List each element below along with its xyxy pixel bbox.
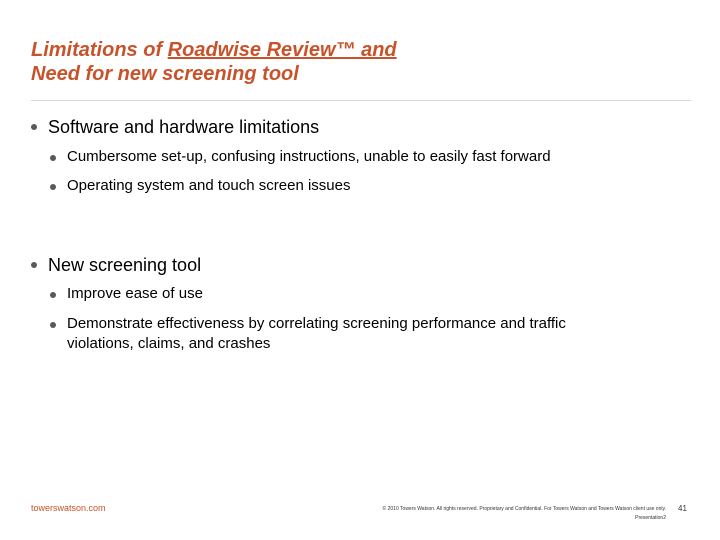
- title-line-2: Need for new screening tool: [31, 63, 299, 85]
- sub-bullet-1-1: Cumbersome set-up, confusing instructions, unable to easily fast forward: [67, 148, 551, 165]
- sub-bullet-dot-icon: [50, 292, 56, 298]
- title-line-1: [31, 38, 671, 62]
- bullet-item-2: New screening tool: [48, 255, 202, 275]
- title-underlined: Roadwise Review™ and: [167, 39, 397, 61]
- bullet-dot-icon: [31, 262, 37, 268]
- sub-bullet-1-2: Operating system and touch screen issues: [67, 177, 351, 194]
- sub-bullet-2-2: Demonstrate effectiveness by correlating screening performance and traffic violations, claims, and crashes: [67, 315, 566, 352]
- sub-bullet-dot-icon: [50, 155, 56, 161]
- sub-bullet-dot-icon: [50, 184, 56, 190]
- presentation-name: Presentation2: [635, 515, 666, 521]
- slide-title: [31, 38, 671, 86]
- title-prefix: Limitations of: [31, 39, 168, 61]
- page-number: 41: [678, 504, 687, 513]
- footer-copyright: [316, 505, 666, 523]
- bullet-item-1: Software and hardware limitations: [48, 117, 320, 137]
- sub-bullet-2-1: Improve ease of use: [67, 285, 203, 302]
- sub-bullet-dot-icon: [50, 322, 56, 328]
- footer-brand: towerswatson.com: [31, 503, 106, 513]
- copyright-text: © 2010 Towers Watson. All rights reserved. Proprietary and Confidential. For Towers Watson and Towers Watson client use only.: [382, 506, 666, 512]
- title-divider: [31, 100, 691, 101]
- bullet-dot-icon: [31, 124, 37, 130]
